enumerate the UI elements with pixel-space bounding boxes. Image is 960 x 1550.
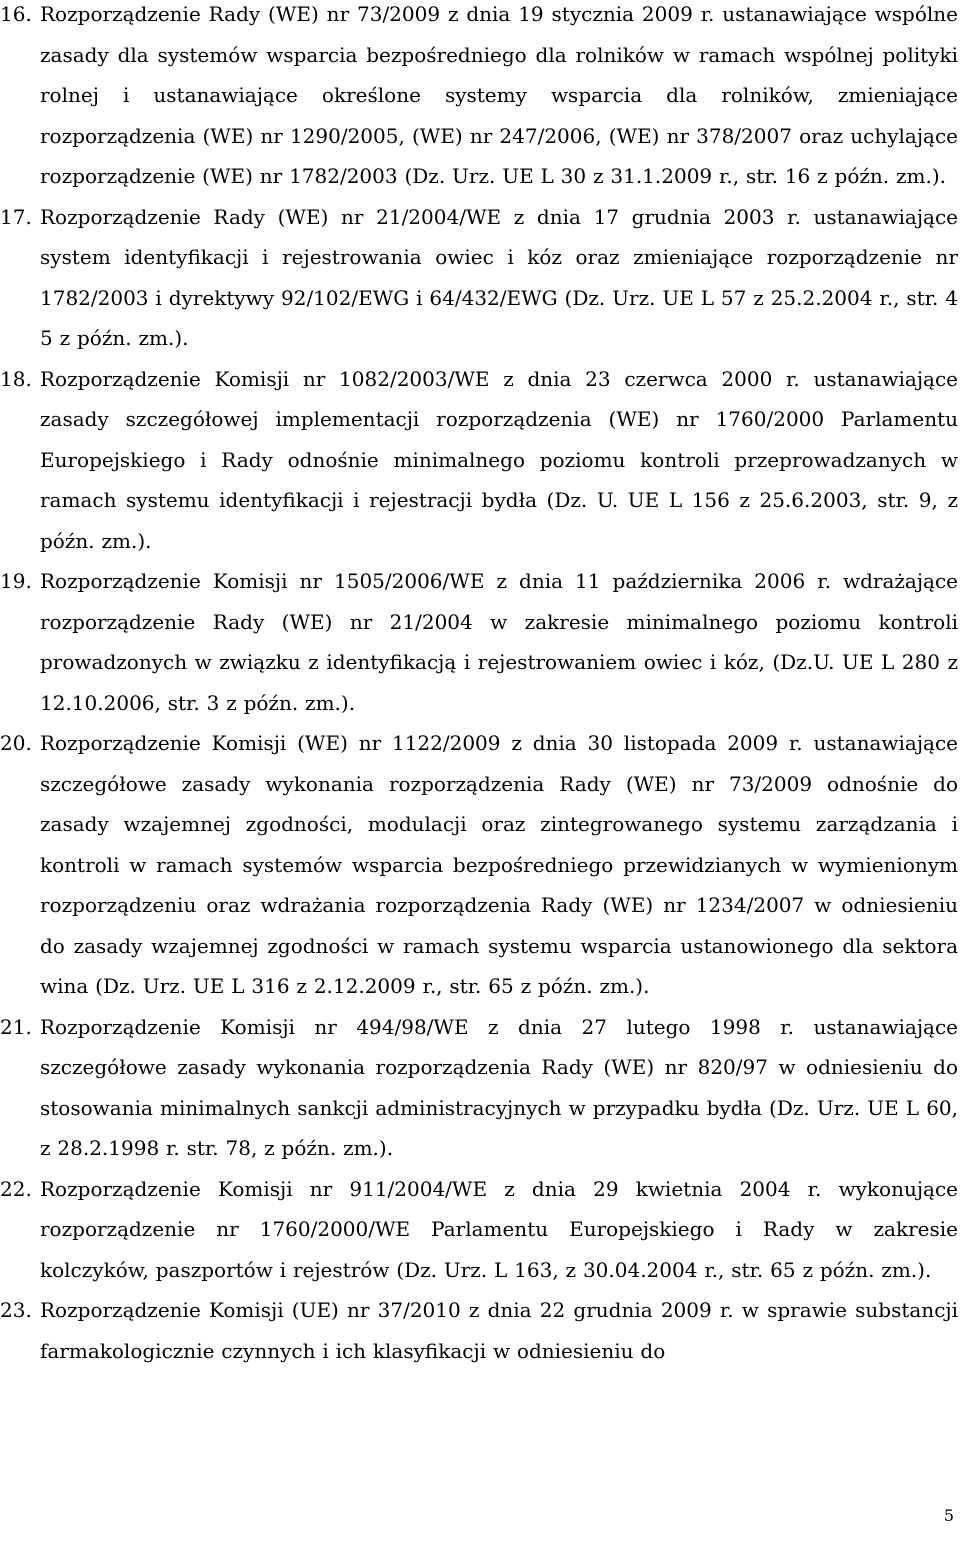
list-item-number: 21. bbox=[0, 1014, 32, 1039]
list-item bbox=[0, 723, 958, 1007]
list-item-text: Rozporządzenie Komisji nr 911/2004/WE z dnia 29 kwietnia 2004 r. wykonujące rozporządzenie nr 1760/2000/WE Parlamentu Europejskiego i Rady w zakresie kolczyków, paszportów i rejestrów (Dz. Urz. L 163, z 30.04.2004 r., str. 65 z późn. zm.). bbox=[40, 1176, 958, 1282]
list-item bbox=[0, 1290, 958, 1371]
list-item-number: 23. bbox=[0, 1298, 32, 1322]
list-item-text: Rozporządzenie Komisji nr 1082/2003/WE z dnia 23 czerwca 2000 r. ustanawiające zasady szczegółowej implementacji rozporządzenia (WE) nr 1760/2000 Parlamentu Europejskiego i Rady odnośnie minimalnego poziomu kontroli przeprowadzanych w ramach systemu identyfikacji i rejestracji bydła (Dz. U. UE L 156 z 25.6.2003, str. 9, z późn. zm.). bbox=[40, 366, 958, 553]
list-item-number: 19. bbox=[0, 569, 32, 593]
list-item-text: Rozporządzenie Komisji nr 1505/2006/WE z dnia 11 października 2006 r. wdrażające rozporządzenie Rady (WE) nr 21/2004 w zakresie minimalnego poziomu kontroli prowadzonych w związku z identyfikacją i rejestrowaniem owiec i kóz, (Dz.U. UE L 280 z 12.10.2006, str. 3 z późn. zm.). bbox=[40, 569, 958, 715]
page-number: 5 bbox=[943, 1506, 954, 1525]
list-item bbox=[0, 1007, 958, 1169]
list-item-text: Rozporządzenie Rady (WE) nr 73/2009 z dnia 19 stycznia 2009 r. ustanawiające wspólne zasady dla systemów wsparcia bezpośredniego dla rolników w ramach wspólnej polityki rolnej i ustanawiające określone systemy wsparcia dla rolników, zmieniające rozporządzenia (WE) nr 1290/2005, (WE) nr 247/2006, (WE) nr 378/2007 oraz uchylające rozporządzenie (WE) nr 1782/2003 (Dz. Urz. UE L 30 z 31.1.2009 r., str. 16 z późn. zm.). bbox=[40, 2, 958, 188]
list-item bbox=[0, 197, 958, 359]
list-item bbox=[0, 0, 958, 197]
list-item-number: 16. bbox=[0, 2, 32, 26]
list-item-text: Rozporządzenie Komisji (WE) nr 1122/2009 z dnia 30 listopada 2009 r. ustanawiające szczegółowe zasady wykonania rozporządzenia Rady (WE) nr 73/2009 odnośnie do zasady wzajemnej zgodności, modulacji oraz zintegrowanego systemu zarządzania i kontroli w ramach systemów wsparcia bezpośredniego przewidzianych w wymienionym rozporządzeniu oraz wdrażania rozporządzenia Rady (WE) nr 1234/2007 w odniesieniu do zasady wzajemnej zgodności w ramach systemu wsparcia ustanowionego dla sektora wina (Dz. Urz. UE L 316 z 2.12.2009 r., str. 65 z późn. zm.). bbox=[40, 731, 958, 998]
list-item-text: Rozporządzenie Komisji (UE) nr 37/2010 z dnia 22 grudnia 2009 r. w sprawie substancji farmakologicznie czynnych i ich klasyfikacji w odniesieniu do bbox=[40, 1298, 958, 1363]
list-item-text: Rozporządzenie Rady (WE) nr 21/2004/WE z dnia 17 grudnia 2003 r. ustanawiające system identyfikacji i rejestrowania owiec i kóz oraz zmieniające rozporządzenie nr 1782/2003 i dyrektywy 92/102/EWG i 64/432/EWG (Dz. Urz. UE L 57 z 25.2.2004 r., str. 4 5 z późn. zm.). bbox=[40, 204, 958, 350]
list-item bbox=[0, 561, 958, 723]
list-item-number: 18. bbox=[0, 366, 32, 391]
list-item-number: 17. bbox=[0, 204, 32, 229]
list-item bbox=[0, 1169, 958, 1291]
list-item-number: 20. bbox=[0, 731, 32, 755]
list-item-number: 22. bbox=[0, 1176, 32, 1201]
list-item bbox=[0, 359, 958, 562]
list-item-text: Rozporządzenie Komisji nr 494/98/WE z dnia 27 lutego 1998 r. ustanawiające szczegółowe zasady wykonania rozporządzenia Rady (WE) nr 820/97 w odniesieniu do stosowania minimalnych sankcji administracyjnych w przypadku bydła (Dz. Urz. UE L 60, z 28.2.1998 r. str. 78, z późn. zm.). bbox=[40, 1014, 958, 1160]
